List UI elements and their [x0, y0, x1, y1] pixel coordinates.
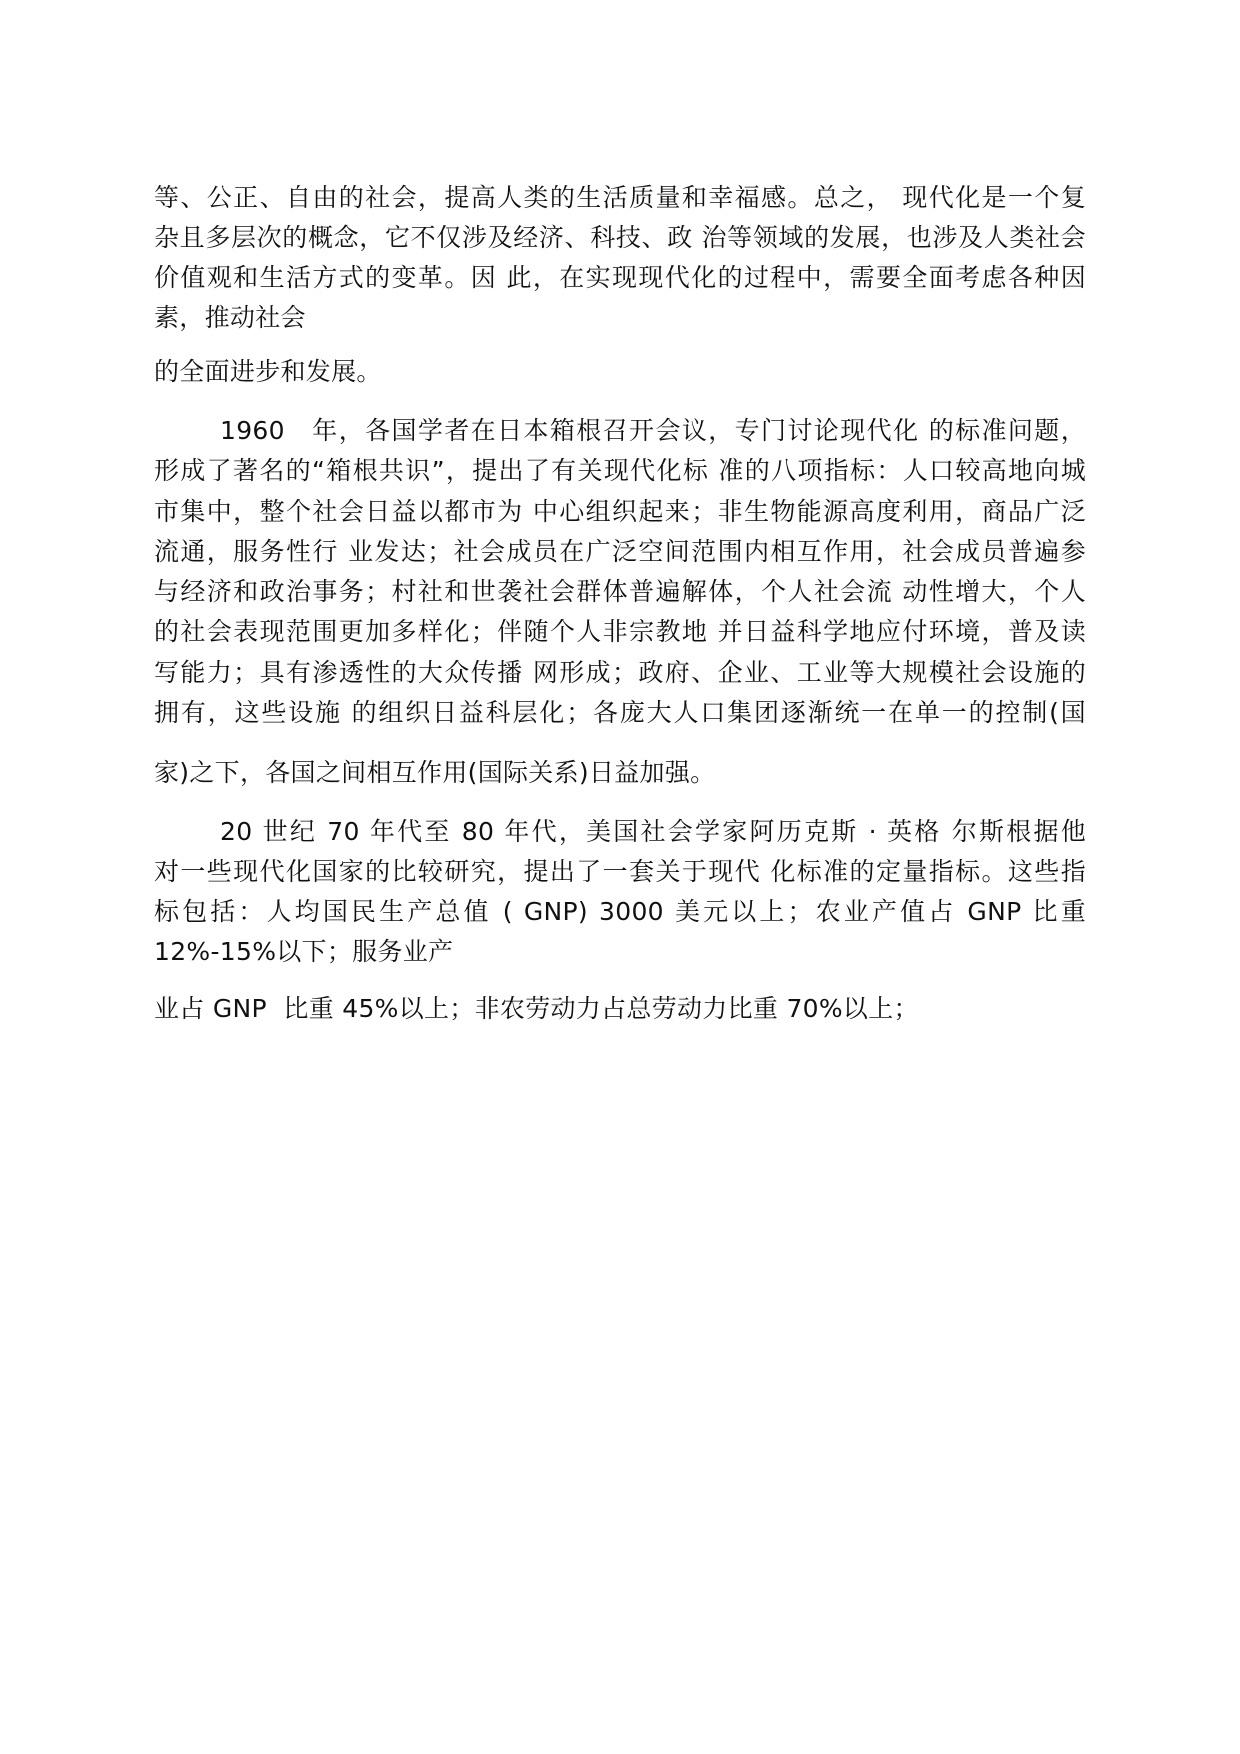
text-line: 12%-15%以下；服务业产	[154, 937, 454, 966]
text-line: 写能力；具有渗透性的大众传播 网形成；政府、企业、工业等大规模社会设施的	[154, 658, 1086, 687]
text-line: 杂且多层次的概念，它不仅涉及经济、科技、政 治等领域的发展，也涉及人类社会	[154, 223, 1086, 252]
text-line: 价值观和生活方式的变革。因 此，在实现现代化的过程中，需要全面考虑各种因	[154, 263, 1086, 292]
text-line: 20 世纪 70 年代至 80 年代，美国社会学家阿历克斯 · 英格 尔斯根据他	[220, 817, 1086, 846]
text-line: 家)之下，各国之间相互作用(国际关系)日益加强。	[154, 758, 716, 787]
text-line: 的社会表现范围更加多样化；伴随个人非宗教地 并日益科学地应付环境，普及读	[154, 617, 1086, 646]
text-line: 对一些现代化国家的比较研究，提出了一套关于现代 化标准的定量指标。这些指	[154, 857, 1086, 886]
text-line: 形成了著名的“箱根共识”，提出了有关现代化标 准的八项指标：人口较高地向城	[154, 456, 1086, 485]
text-line: 的全面进步和发展。	[154, 357, 382, 386]
text-line: 标包括：人均国民生产总值 ( GNP) 3000 美元以上；农业产值占 GNP 比重	[154, 897, 1086, 926]
text-line: 与经济和政治事务；村社和世袭社会群体普遍解体，个人社会流 动性增大，个人	[154, 577, 1086, 606]
text-line: 素，推动社会	[154, 303, 306, 332]
text-line: 等、公正、自由的社会，提高人类的生活质量和幸福感。总之， 现代化是一个复	[154, 183, 1086, 212]
text-line: 拥有，这些设施 的组织日益科层化；各庞大人口集团逐渐统一在单一的控制(国	[154, 698, 1086, 727]
text-line: 市集中，整个社会日益以都市为 中心组织起来；非生物能源高度利用，商品广泛	[154, 497, 1086, 526]
text-line: 流通，服务性行 业发达；社会成员在广泛空间范围内相互作用，社会成员普遍参	[154, 537, 1086, 566]
text-line: 业占 GNP 比重 45%以上；非农劳动力占总劳动力比重 70%以上；	[154, 994, 919, 1023]
text-line: 1960 年，各国学者在日本箱根召开会议，专门讨论现代化 的标准问题，	[220, 416, 1086, 445]
